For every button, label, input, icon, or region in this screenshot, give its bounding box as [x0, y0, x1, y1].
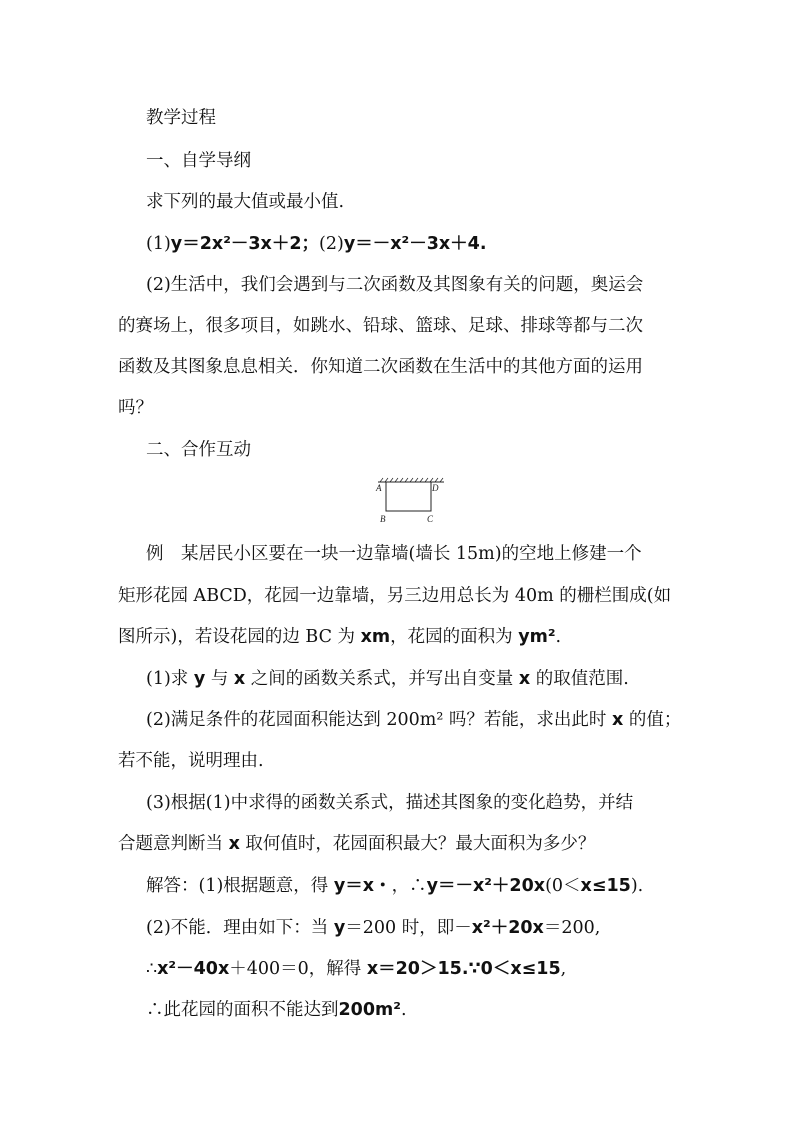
- life-paragraph-line-2: 的赛场上，很多项目，如跳水、铅球、篮球、足球、排球等都与二次: [118, 316, 643, 336]
- label-a: A: [376, 483, 382, 493]
- answer-line-1: 解答：(1)根据题意，得 y＝x・，∴y＝－x²＋20x(0＜x≤15).: [146, 876, 644, 896]
- garden-rectangle: [386, 482, 431, 511]
- answer-line-2: (2)不能．理由如下：当 y＝200 时，即－x²＋20x＝200,: [146, 918, 601, 938]
- heading-teaching-process: 教学过程: [146, 108, 216, 128]
- life-paragraph-line-1: (2)生活中，我们会遇到与二次函数及其图象有关的问题，奥运会: [146, 275, 644, 295]
- section-cooperation: 二、合作互动: [146, 440, 251, 460]
- wall-hatching: [378, 478, 444, 482]
- label-c: C: [427, 514, 434, 524]
- answer-line-4: ∴此花园的面积不能达到200m².: [146, 1000, 407, 1020]
- life-paragraph-line-3: 函数及其图象息息相关．你知道二次函数在生活中的其他方面的运用: [118, 357, 643, 377]
- life-paragraph-line-4: 吗？: [118, 398, 153, 418]
- question-2-line-2: 若不能，说明理由.: [118, 751, 264, 771]
- answer-line-3: ∴x²－40x＋400＝0，解得 x＝20＞15.∵0＜x≤15,: [146, 959, 567, 979]
- example-line-1: 例 某居民小区要在一块一边靠墙(墙长 15m)的空地上修建一个: [146, 544, 642, 564]
- garden-figure: [372, 476, 452, 526]
- formula-line: (1)y＝2x²－3x＋2；(2)y＝－x²－3x＋4.: [146, 234, 487, 254]
- question-3-line-2: 合题意判断当 x 取何值时，花园面积最大？最大面积为多少？: [118, 834, 596, 854]
- question-3-line-1: (3)根据(1)中求得的函数关系式，描述其图象的变化趋势，并结: [146, 793, 634, 813]
- question-2-line-1: (2)满足条件的花园面积能达到 200m² 吗？若能，求出此时 x 的值；: [146, 710, 682, 730]
- label-d: D: [432, 483, 439, 493]
- section-self-study: 一、自学导纲: [146, 151, 251, 171]
- example-line-2: 矩形花园 ABCD，花园一边靠墙，另三边用总长为 40m 的栅栏围成(如: [118, 586, 672, 606]
- example-line-3: 图所示)，若设花园的边 BC 为 xm，花园的面积为 ym².: [118, 627, 562, 647]
- label-b: B: [380, 514, 386, 524]
- question-1: (1)求 y 与 x 之间的函数关系式，并写出自变量 x 的取值范围.: [146, 669, 629, 689]
- intro-text: 求下列的最大值或最小值.: [146, 192, 345, 212]
